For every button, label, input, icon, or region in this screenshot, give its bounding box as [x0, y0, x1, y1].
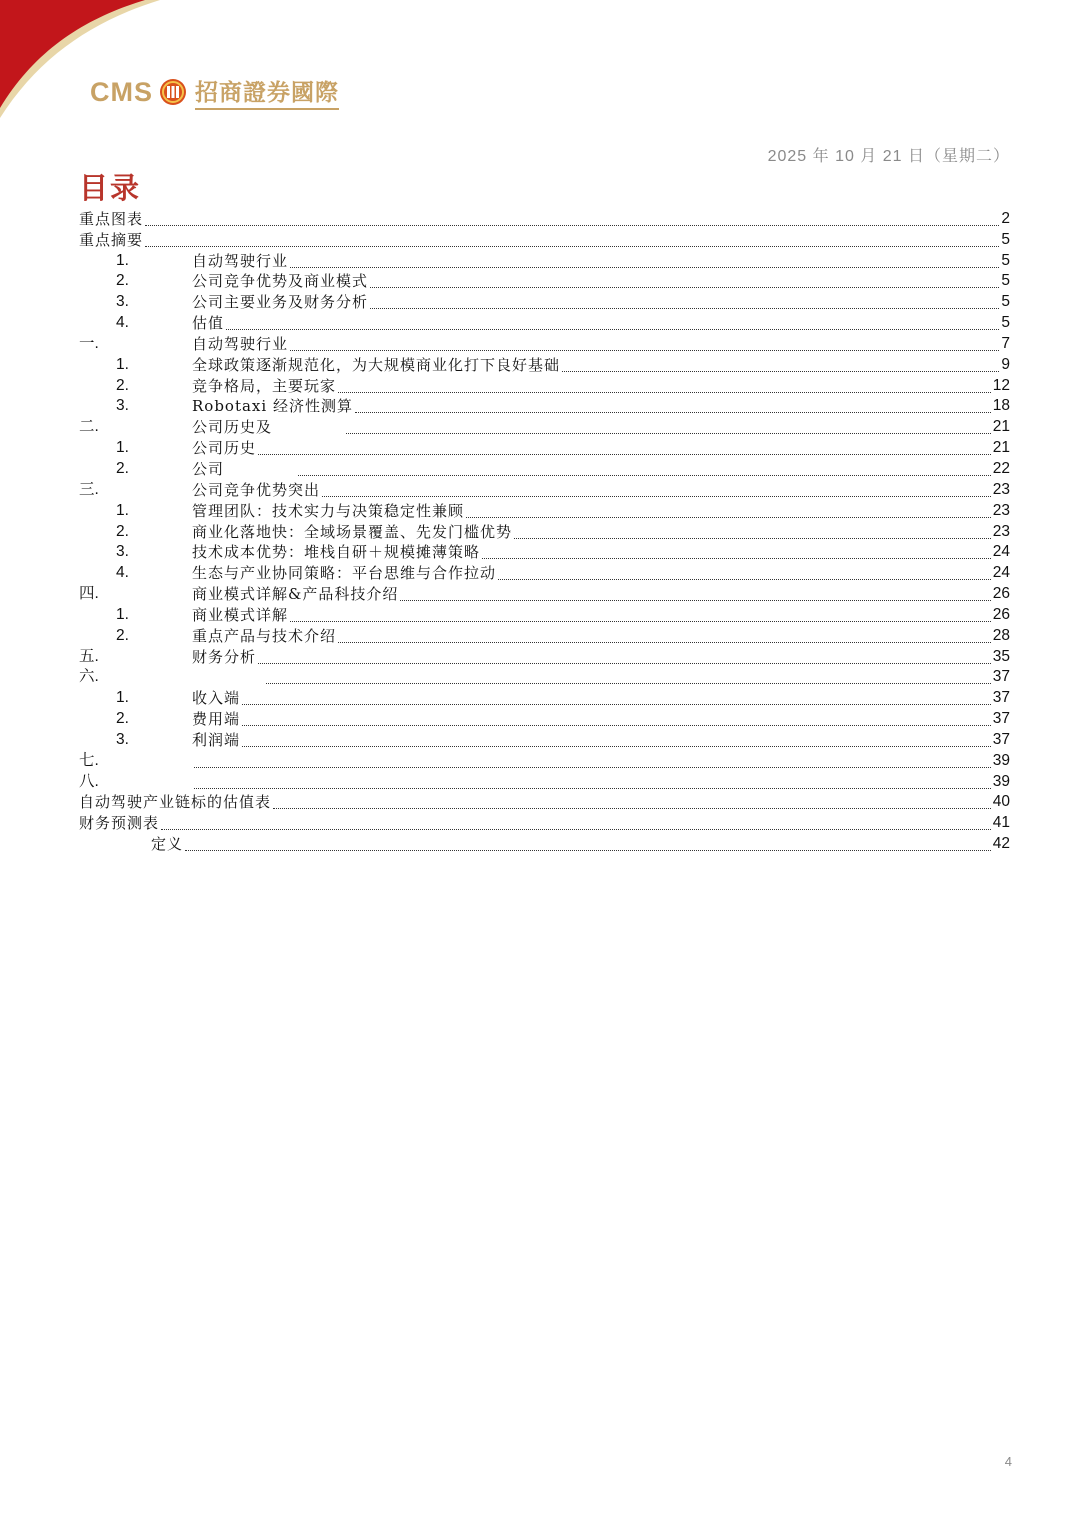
toc-entry-label: 自动驾驶行业 [192, 334, 289, 353]
toc-entry-page: 26 [992, 585, 1010, 603]
toc-entry[interactable] [79, 270, 1010, 291]
toc-entry-number: 1. [116, 439, 129, 457]
toc-entry-page: 7 [1001, 334, 1010, 352]
toc-entry-page: 24 [992, 543, 1010, 561]
toc-leader-dots [370, 307, 999, 309]
toc-entry[interactable] [79, 749, 1010, 770]
toc-entry-number: 4. [116, 564, 129, 582]
toc-leader-dots [145, 224, 999, 226]
toc-entry-number: 1. [116, 501, 129, 519]
toc-entry-page: 37 [992, 668, 1010, 686]
toc-leader-dots [145, 245, 999, 247]
toc-entry[interactable] [79, 436, 1010, 457]
toc-leader-dots [338, 391, 991, 393]
toc-entry-label: Robotaxi 经济性测算 [192, 397, 353, 416]
toc-entry-page: 5 [1001, 251, 1010, 269]
toc-leader-dots [242, 703, 991, 705]
toc-entry-page: 26 [992, 605, 1010, 623]
toc-leader-dots [290, 620, 991, 622]
toc-entry[interactable] [79, 770, 1010, 791]
toc-entry[interactable] [79, 520, 1010, 541]
toc-entry-number: 八. [79, 772, 99, 790]
toc-entry-number: 3. [116, 730, 129, 748]
toc-entry-number: 一. [79, 334, 99, 352]
toc-entry[interactable] [79, 374, 1010, 395]
toc-entry-number: 1. [116, 251, 129, 269]
toc-entry[interactable] [79, 686, 1010, 707]
toc-entry-label: 全球政策逐渐规范化，为大规模商业化打下良好基础 [192, 355, 561, 374]
toc-leader-dots [242, 745, 991, 747]
toc-entry-label: 公司 [192, 459, 225, 478]
toc-leader-dots [266, 682, 991, 684]
toc-entry-number: 四. [79, 585, 99, 603]
toc-leader-dots [273, 807, 991, 809]
toc-entry-page: 5 [1001, 314, 1010, 332]
toc-entry-page: 12 [992, 376, 1010, 394]
logo-emblem-icon [159, 78, 187, 106]
toc-entry-label: 财务分析 [192, 647, 257, 666]
toc-entry-label: 重点图表 [79, 209, 144, 228]
toc-leader-dots [498, 578, 991, 580]
toc-entry-label: 收入端 [192, 689, 241, 708]
toc-leader-dots [514, 537, 991, 539]
toc-leader-dots [338, 641, 991, 643]
toc-entry-page: 5 [1001, 293, 1010, 311]
toc-entry[interactable] [79, 561, 1010, 582]
toc-entry-label: 利润端 [192, 730, 241, 749]
toc-entry[interactable] [79, 645, 1010, 666]
toc-entry-page: 23 [992, 480, 1010, 498]
toc-entry-label: 竞争格局，主要玩家 [192, 376, 337, 395]
toc-leader-dots [258, 453, 991, 455]
toc-entry-number: 3. [116, 397, 129, 415]
toc-entry-page: 5 [1001, 230, 1010, 248]
toc-entry-number: 1. [116, 605, 129, 623]
toc-entry-label: 商业模式详解 [192, 605, 289, 624]
toc-entry[interactable] [79, 728, 1010, 749]
toc-entry-page: 23 [992, 522, 1010, 540]
toc-entry-label: 管理团队：技术实力与决策稳定性兼顾 [192, 501, 465, 520]
toc-entry-label: 费用端 [192, 710, 241, 729]
toc-leader-dots [322, 495, 991, 497]
toc-entry-number: 2. [116, 710, 129, 728]
toc-entry-page: 18 [992, 397, 1010, 415]
toc-leader-dots [185, 849, 991, 851]
toc-entry-page: 37 [992, 730, 1010, 748]
toc-entry-label: 重点摘要 [79, 230, 144, 249]
toc-entry[interactable] [79, 582, 1010, 603]
toc-entry-page: 42 [992, 835, 1010, 853]
toc-entry-label: 公司竞争优势突出 [192, 480, 321, 499]
toc-entry[interactable] [79, 832, 1010, 853]
toc-leader-dots [346, 432, 991, 434]
toc-entry-page: 21 [992, 439, 1010, 457]
toc-entry-number: 1. [116, 689, 129, 707]
toc-leader-dots [226, 328, 999, 330]
toc-entry-page: 21 [992, 418, 1010, 436]
logo-chinese-text: 招商證券國際 [195, 74, 339, 110]
toc-entry-page: 37 [992, 710, 1010, 728]
toc-entry[interactable] [79, 541, 1010, 562]
toc-entry-label: 公司历史及 [192, 418, 273, 437]
toc-entry-number: 2. [116, 376, 129, 394]
toc-leader-dots [290, 266, 999, 268]
toc-entry[interactable] [79, 353, 1010, 374]
toc-entry[interactable] [79, 603, 1010, 624]
toc-entry-page: 22 [992, 459, 1010, 477]
toc-entry-label: 定义 [151, 835, 184, 854]
toc-entry-label: 公司历史 [192, 439, 257, 458]
toc-entry[interactable] [79, 228, 1010, 249]
toc-entry-page: 9 [1001, 355, 1010, 373]
toc-entry[interactable] [79, 624, 1010, 645]
toc-leader-dots [194, 787, 991, 789]
toc-entry-number: 3. [116, 293, 129, 311]
toc-leader-dots [290, 349, 999, 351]
toc-entry[interactable] [79, 666, 1010, 687]
toc-entry-label: 财务预测表 [79, 814, 160, 833]
toc-entry[interactable] [79, 207, 1010, 228]
toc-entry-number: 2. [116, 272, 129, 290]
toc-entry[interactable] [79, 478, 1010, 499]
toc-entry-page: 2 [1001, 209, 1010, 227]
toc-entry-page: 37 [992, 689, 1010, 707]
report-date: 2025 年 10 月 21 日（星期二） [767, 148, 1010, 165]
toc-entry-page: 39 [992, 751, 1010, 769]
toc-leader-dots [466, 516, 991, 518]
toc-entry-label: 自动驾驶产业链标的估值表 [79, 793, 272, 812]
toc-entry-number: 六. [79, 668, 99, 686]
toc-leader-dots [370, 286, 999, 288]
toc-entry-page: 28 [992, 626, 1010, 644]
toc-entry[interactable] [79, 499, 1010, 520]
toc-entry-label: 生态与产业协同策略：平台思维与合作拉动 [192, 564, 497, 583]
toc-leader-dots [562, 370, 999, 372]
toc-entry-page: 24 [992, 564, 1010, 582]
toc-leader-dots [258, 662, 991, 664]
toc-entry-label: 公司主要业务及财务分析 [192, 293, 369, 312]
toc-entry[interactable] [79, 791, 1010, 812]
toc-leader-dots [355, 411, 991, 413]
toc-entry-number: 三. [79, 480, 99, 498]
toc-leader-dots [161, 828, 991, 830]
toc-entry-page: 39 [992, 772, 1010, 790]
toc-entry-page: 5 [1001, 272, 1010, 290]
toc-entry-label: 商业模式详解&产品科技介绍 [192, 585, 399, 604]
toc-entry-label: 商业化落地快：全域场景覆盖、先发门槛优势 [192, 522, 513, 541]
toc-leader-dots [400, 599, 990, 601]
toc-entry[interactable] [79, 311, 1010, 332]
logo-cms-text: CMS [90, 76, 153, 107]
company-logo [90, 74, 339, 110]
toc-entry-number: 二. [79, 418, 99, 436]
toc-leader-dots [482, 557, 991, 559]
toc-leader-dots [194, 766, 991, 768]
toc-entry-number: 1. [116, 355, 129, 373]
toc-entry[interactable] [79, 332, 1010, 353]
toc-entry-number: 4. [116, 314, 129, 332]
toc-entry-number: 2. [116, 522, 129, 540]
toc-entry-number: 2. [116, 459, 129, 477]
toc-entry[interactable] [79, 415, 1010, 436]
toc-entry[interactable] [79, 249, 1010, 270]
toc-entry-page: 23 [992, 501, 1010, 519]
toc-entry-label: 重点产品与技术介绍 [192, 626, 337, 645]
toc-entry-number: 五. [79, 647, 99, 665]
corner-decoration [0, 0, 170, 130]
page-number: 4 [1004, 1454, 1012, 1469]
toc-entry-label: 技术成本优势：堆栈自研＋规模摊薄策略 [192, 543, 481, 562]
toc-leader-dots [242, 724, 991, 726]
toc-entry-number: 七. [79, 751, 99, 769]
toc-entry[interactable] [79, 395, 1010, 416]
toc-entry-page: 41 [992, 814, 1010, 832]
toc-entry[interactable] [79, 290, 1010, 311]
toc-entry-page: 35 [992, 647, 1010, 665]
toc-entry[interactable] [79, 457, 1010, 478]
toc-title: 目录 [79, 171, 142, 205]
toc-entry-label: 自动驾驶行业 [192, 251, 289, 270]
toc-leader-dots [298, 474, 991, 476]
table-of-contents [79, 207, 1010, 853]
toc-entry[interactable] [79, 811, 1010, 832]
toc-entry-page: 40 [992, 793, 1010, 811]
toc-entry-label: 估值 [192, 314, 225, 333]
toc-entry-label: 公司竞争优势及商业模式 [192, 272, 369, 291]
toc-entry-number: 3. [116, 543, 129, 561]
toc-entry[interactable] [79, 707, 1010, 728]
toc-entry-number: 2. [116, 626, 129, 644]
